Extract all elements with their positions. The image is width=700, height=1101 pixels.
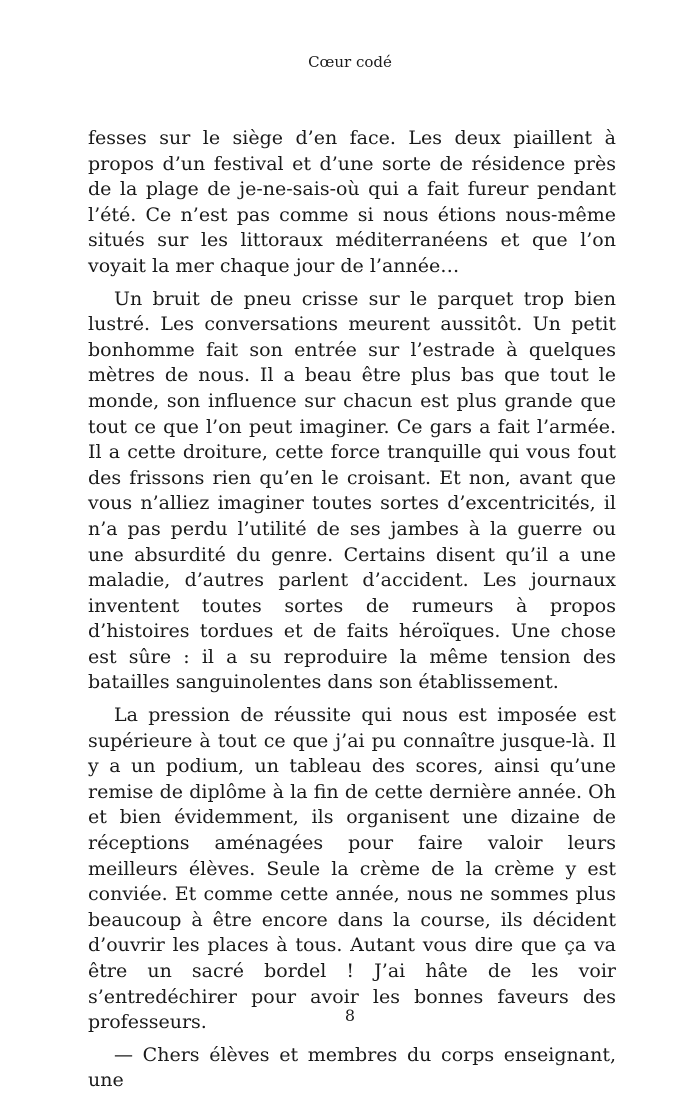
- dialogue-paragraph: — Chers élèves et membres du corps enseignant, une: [88, 1043, 616, 1092]
- paragraph-continued: fesses sur le siège d’en face. Les deux piaillent à propos d’un festival et d’une sorte de résidence près de la plage de je-ne-sais-où qui a fait fureur pendant l’été. Ce n’est pas comme si nous étions nous-même situés sur les littoraux méditerranéens et que l’on voyait la mer chaque jour de l’année…: [88, 127, 616, 277]
- running-header-title: Cœur codé: [308, 53, 392, 71]
- paragraph: Un bruit de pneu crisse sur le parquet trop bien lustré. Les conversations meurent aussitôt. Un petit bonhomme fait son entrée sur l’estrade à quelques mètres de nous. Il a beau être plus bas que tout le monde, son influence sur chacun est plus grande que tout ce que l’on peut imaginer. Ce gars a fait l’armée. Il a cette droiture, cette force tranquille qui vous fout des frissons rien qu’en le croisant. Et non, avant que vous n’alliez imaginer toutes sortes d’excentricités, il n’a pas perdu l’utilité de ses jambes à la guerre ou une absurdité du genre. Certains disent qu’il a une maladie, d’autres parlent d’accident. Les journaux inventent toutes sortes de rumeurs à propos d’histoires tordues et de faits héroïques. Une chose est sûre : il a su reproduire la même tension des batailles sanguinolentes dans son établissement.: [88, 287, 616, 694]
- page-number: 8: [344, 1006, 356, 1025]
- paragraph: La pression de réussite qui nous est imposée est supérieure à tout ce que j’ai pu connaître jusque-là. Il y a un podium, un tableau des scores, ainsi qu’une remise de diplôme à la fin de cette dernière année. Oh et bien évidemment, ils organisent une dizaine de réceptions aménagées pour faire valoir leurs meilleurs élèves. Seule la crème de la crème y est conviée. Et comme cette année, nous ne sommes plus beaucoup à être encore dans la course, ils décident d’ouvrir les places à tous. Autant vous dire que ça va être un sacré bordel ! J’ai hâte de les voir s’entredéchirer pour avoir les bonnes faveurs des professeurs.: [88, 704, 616, 1034]
- page-body-text: [88, 126, 616, 1101]
